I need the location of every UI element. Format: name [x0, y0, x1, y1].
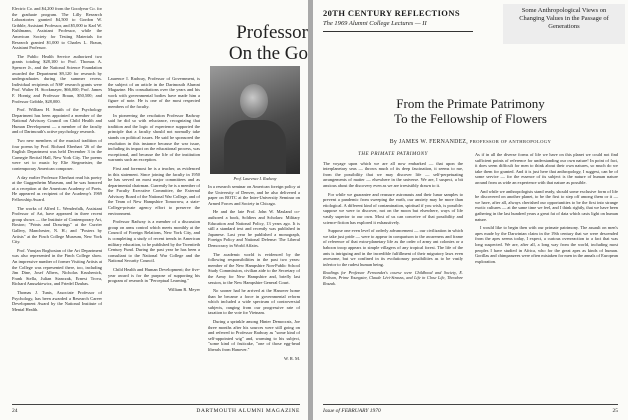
paragraph: Prof. William H. Smith of the Psychology Department has been appointed a member of the National Advisory Council on Child Health and Human Development — a member of the faculty and of Dartmouth's active psychology research.	[12, 107, 102, 135]
paragraph: Professor Radway is a member of a discussion group on arms control which meets monthly at the Council of Foreign Relations, New York City, and is completing a study of recent trends in American military education, to be published by the Twentieth Century Fund. During the past year he has been a consultant to the National War College and the National Security Council.	[108, 219, 200, 264]
portrait-photo	[210, 66, 300, 174]
paragraph: He and the late Prof. John W. Masland co-authored a book, Soldiers and Scholars: Military Education and National Policy, 13 years ago. It is still a standard text and recently was published in Japanese. Last year he published a monograph, Foreign Policy and National Defense: The Liberal Democracy in World Affairs.	[208, 209, 300, 248]
page-number: 24	[12, 408, 18, 414]
signature: William R. Meyer	[168, 286, 200, 292]
paragraph: The Public Health Service authorized two grants totaling $28,100 to Prof. Thomas A. Spencer Jr., and the National Science Foundation awarded the Department $9,120 for research by undergraduates during the summer recess. Individual recipients of NSF research grants were Prof. Walter H. Stockmayer, $66,000; Prof. James F. Hornig and Professor Braun, $50,500; and Professor Gribble, $28,000.	[12, 53, 102, 104]
section-subhead: THE PRIMATE PATRIMONY	[358, 152, 428, 157]
side-title: Some Anthropological Views on Changing Values in the Passage of Generations	[519, 7, 609, 30]
paragraph: Prof. Varujan Boghosian of the Art Department was also represented in the Finch College show. An impressive number of former Visiting Artists at the College was represented there, too, including Jim Dine, Josef Albers, Nicholas Krushenick, Frank Stella, Julian Stanczak, Ernest Trova, Richard Anuszkiewicz, and Friedel Dzubas.	[12, 247, 102, 287]
byline	[343, 139, 598, 145]
left-column-1	[12, 6, 102, 315]
paragraph: Two new members of the musical tradition of four poems by Prof. Richard Eberhart '26 of the English Department was held December 3 in the Carnegie Recital Hall, New York City. The poems were set to music by Elie Siegmeister, the contemporary American composer.	[12, 138, 102, 172]
paragraph: Electric Co. and $4,200 from the Goodyear Co. for the graduate program. The Lilly Research Laboratories granted $4,500 to Gordon W. Gribble, Assistant Professor, and $5,000 to Karl W. Kuhlmann, Assistant Professor, while the American Society for Testing Materials for Research granted $1,000 to Charles L. Braun, Assistant Professor.	[12, 6, 102, 51]
right-magazine-page	[313, 0, 628, 420]
paragraph: In pioneering the resolution Professor Radway said he did so with reluctance, recognizing that tradition and the logic of experience supported the principle that a faculty should not normally take stands on political issues. He said he sponsored the resolution in this instance because the war issue, including its impact on the educational process, was exceptional, and because the life of the institution warrants such an exception.	[108, 112, 200, 163]
paragraph: The academic world is evidenced by the following responsibilities in the past two years: member of the New Hampshire Non-Public School Study Commission, civilian aide to the Secretary of the Army for New Hampshire and, briefly last session, to the New Hampshire General Court.	[208, 251, 300, 285]
left-magazine-page	[0, 0, 308, 420]
paragraph: And while we anthropologists stand ready, should some exclusive form of life be discovered on another planet, to be the first to step off among them or it — we have, after all, always cherished our opportunities to be the first into strange exotic cultures — at the same time we feel, and I think rightly, that we have been gathering in the last hundred years a great fat of data which casts light on human nature.	[475, 188, 618, 222]
series-rule	[323, 31, 473, 32]
paragraph: The works of Alfred L. Wenderfalk, Assistant Professor of Art, have appeared in three recent group shows — the Institute of Contemporary Art, Boston; "Prints and Drawings" at the Currier Gallery, Manchester, N. H.; and "Posters by Artists" at the Finch College Museum, New York City.	[12, 205, 102, 245]
heading-line-1: Professor	[236, 22, 308, 43]
series-title: 20TH CENTURY REFLECTIONS	[323, 8, 460, 18]
paragraph: During a sprinkle among Hinter Democrats, Joe three months after his sources were still going on and referred to Professor Radway as "some kind of self-appointed wig" and, warming to his subject, "some kind of fruitcake, "one of those egg-head liberals from Hanover."	[208, 319, 300, 353]
paragraph: Laurence I. Radway, Professor of Government, is the subject of an article in the Dartmouth Alumni Magazine. His consultations over the years and his work with governmental bodies have made him a figure of note. He is one of the most respected members of the faculty.	[108, 76, 200, 109]
left-column-3	[208, 184, 300, 361]
paragraph: First and foremost he is a teacher, as evidenced in this statement. Since joining the faculty in 1950 he has served on most major committees and as departmental chairman. Currently he is a member of the Faculty Executive Committee, the External Advisory Board of the National War College, and of the Team of New Hampshire Tomorrow, a state-College-private agency effort to preserve the environment.	[108, 165, 200, 216]
left-column-2	[108, 76, 200, 292]
right-column-2	[475, 152, 618, 267]
section-heading	[118, 22, 308, 64]
title-line-2: To the Fellowship of Flowers	[394, 111, 547, 126]
issue-date: Issue of FEBRUARY 1970	[323, 408, 381, 414]
magazine-name: DARTMOUTH ALUMNI MAGAZINE	[196, 408, 300, 414]
paragraph: Suppose one even level of orderly advancement — our civilization in which we take just pride — were to appear in comparison to the awareness and frame of reference of that extra-planetary life as the order of army ant colonies or a baboon troop appears to simple villagers of any tropical forest. The life of the ants is intriguing and in the incredible fulfillment of their migratory laws even awesome, but we confined in its evolutionary possibilities as to be vastly inferior to the rudest human being.	[323, 228, 463, 267]
paragraph: I would like to begin then with our primate patrimony. The assault on men's apes made by the Darwinian claim in the 19th century that we were descended from the apes seems today, I expect, a curious overreaction to a fact that was long suspected. We are, after all, a long way from the world, including most peoples I have studied in Africa, who for the great apes as kinds of human. Gorillas and chimpanzees were often mistaken for men in the annals of European exploration.	[475, 225, 618, 264]
photo-figure-body	[224, 120, 286, 174]
footer-rule	[323, 404, 618, 405]
title-line-1: From the Primate Patrimony	[396, 96, 545, 111]
heading-line-2: On the Go	[228, 43, 308, 64]
paragraph: For while we guarantee and reassure astronauts and their lunar samples to prevent a pandemic from sweeping the earth, our anxiety may be more than etiological. A different kind of contamination, spiritual if you wish, is possible: suppose we were to discover, not on the moon but elsewhere, ways of life vastly superior to our own. Most of us can conceive of that possibility and science-fiction has explored it exhaustively.	[323, 191, 463, 225]
photo-caption: Prof. Laurence I. Radway	[233, 176, 277, 181]
paragraph: No sooner had he arrived at the Hanover home than he became a force in governmental reform which included a wide spectrum of controversial subjects, ranging from our progressive rate of taxation to the vote for Vietnam.	[208, 288, 300, 316]
right-column-1	[323, 152, 463, 286]
page-number: 25	[612, 408, 618, 414]
series-subtitle: The 1969 Alumni College Lectures — II	[323, 20, 427, 27]
photo-figure-face	[240, 84, 268, 118]
author-name: By JAMES W. FERNANDEZ,	[389, 139, 469, 145]
readings-note: Readings for Professor Fernandez's course were Childhood and Society, E. Erikson, Prime Youngster, Claude Lévi-Strauss, and Life in Close Life, Theodore Roszak.	[323, 270, 463, 286]
paragraph: The voyage upon which we are all now embarked — that upon the interplanetary seas — throws much of its deep fascination, it seems to me, from the possibility that we may discover life — self-perpetuating arrangements of matter — elsewhere in the universe. We are, I suspect, a bit anxious about the discovery even as we are irresistibly drawn to it.	[323, 160, 463, 188]
paragraph: Child Health and Human Development; the five-year award is for the purpose of supporting his program of research in "Perceptual Learning."	[108, 267, 200, 284]
paragraph: A day earlier Professor Eberhart read his poetry at the Guggenheim Museum, and he was honored at a reception at the American Academy of Poets. He appeared as recipient of the Academy's 1969 Fellowship Award.	[12, 174, 102, 202]
article-title	[323, 96, 618, 126]
signature: W. R. M.	[283, 355, 300, 361]
footer-rule	[12, 404, 300, 405]
paragraph: As if in all the diverse forms of life we have on this planet we could not find sufficient points of reference for understanding our own nature! In point of fact, it does seem difficult for men to think about their own natures, so much do we take them for granted. And it is just here that anthropology, I suggest, can be of some service — for the essence of its subject is the nature of human nature around from as wide an experience with that nature as possible.	[475, 152, 618, 185]
paragraph: Thomas J. Tunis, Associate Professor of Psychology, has been awarded a Research Career Development Award by the National Institute of Mental Health.	[12, 289, 102, 312]
author-role: PROFESSOR OF ANTHROPOLOGY	[469, 139, 552, 144]
paragraph: In a research seminar on American foreign policy at the University of Denver, and he also delivered a paper on ROTC at the Inter-University Seminar on Armed Forces and Society in Chicago.	[208, 184, 300, 206]
